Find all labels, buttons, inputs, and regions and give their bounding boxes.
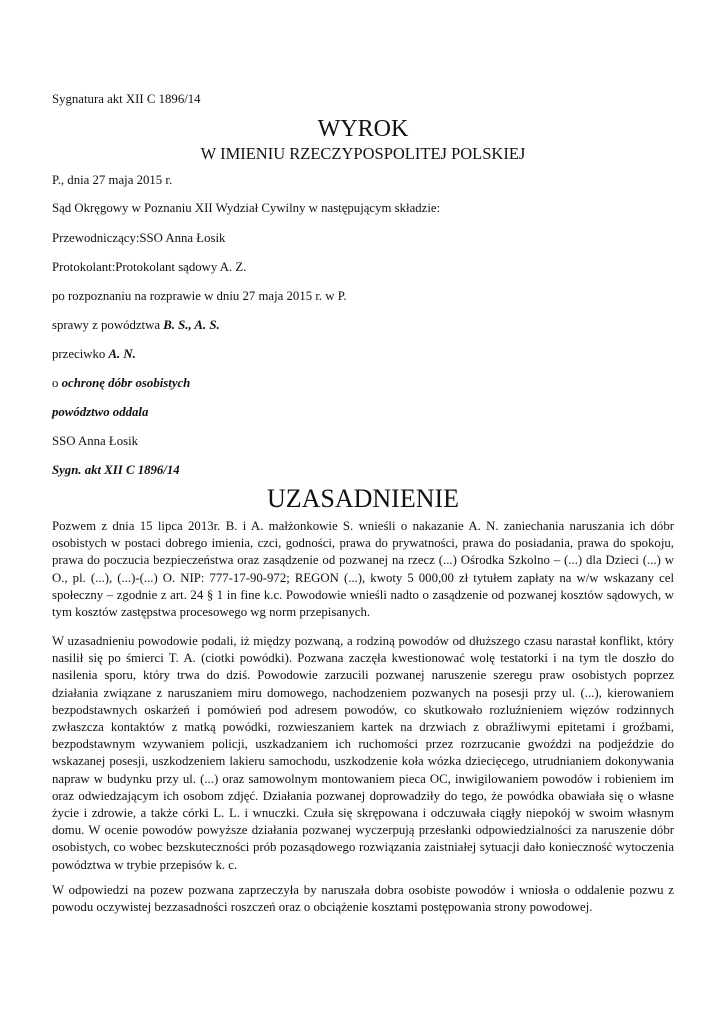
judgment-title: WYROK: [317, 116, 409, 142]
signature-line: Sygnatura akt XII C 1896/14: [52, 92, 201, 106]
chair-line: Przewodniczący:SSO Anna Łosik: [52, 231, 226, 245]
hearing-line: po rozpoznaniu na rozprawie w dniu 27 maja 2015 r. w P.: [52, 289, 347, 303]
justification-title: UZASADNIENIE: [266, 484, 460, 513]
plaintiffs-line: [52, 319, 220, 332]
subject-line: [52, 377, 190, 390]
place-date: P., dnia 27 maja 2015 r.: [52, 173, 173, 187]
paragraph-3: W odpowiedzi na pozew pozwana zaprzeczyła by naruszała dobra osobiste powodów i wniosła o oddalenie pozwu z powodu oczywistej bezzasadności roszczeń oraz o obciążenie kosztami postępowania strony powodowej.: [52, 883, 674, 915]
plaintiffs-prefix: sprawy z powództwa: [52, 318, 164, 332]
defendant-line: [52, 348, 136, 361]
judge-line: SSO Anna Łosik: [52, 434, 139, 448]
court-line: Sąd Okręgowy w Poznaniu XII Wydział Cywilny w następującym składzie:: [52, 201, 441, 215]
defendant-prefix: przeciwko: [52, 347, 109, 361]
subject-text: ochronę dóbr osobistych: [61, 376, 191, 390]
case-sign-line: Sygn. akt XII C 1896/14: [52, 463, 180, 477]
defendant-name: A. N.: [108, 347, 136, 361]
judgment-subtitle: W IMIENIU RZECZYPOSPOLITEJ POLSKIEJ: [200, 144, 526, 163]
paragraph-2: W uzasadnieniu powodowie podali, iż między pozwaną, a rodziną powodów od dłuższego czasu narastał konflikt, który nasilił się po śmierci T. A. (ciotki powódki). Pozwana zaczęła kwestionować wolę testatorki i na tym tle doszło do nasilenia sporu, który trwa do dziś. Powodowie zarzucili pozwanej naruszenie szeregu praw osobistych poprzez działania związane z naruszaniem miru domowego, nachodzeniem pozwanych na posesji przy ul. (...), kierowaniem bezpodstawnych oskarżeń i pomówień pod adresem powodów, co skutkowało rozluźnieniem więzów rodzinnych zwłaszcza kontaktów z matką powódki, rozwieszaniem kartek na drzwiach z obraźliwymi epitetami i groźbami, bezpodstawnym wzywaniem policji, uszkadzaniem ich ruchomości przez rozrzucanie gwoździ na podjeździe do wskazanej posesji, uszkodzeniem lakieru samochodu, uszkodzenie koła wózka dziecięcego, utrudnianiem dokonywania napraw w budynku przy ul. (...) oraz samowolnym montowaniem pieca OC, inwigilowaniem powodów i robieniem im oraz odwiedzającym ich osobom zdjęć. Działania pozwanej doprowadziły do tego, że powódka obawiała się o własne życie i zdrowie, a także córki L. L. i wnuczki. Czuła się skrępowana i odczuwała ciągły niepokój w swoim własnym domu. W ocenie powodów powyższe działania pozwanej wyczerpują przesłanki odpowiedzialności za naruszenie dóbr osobistych, co wobec bezskuteczności prób pozasądowego rozwiązania zaistniałej sytuacji dało konieczność wytoczenia powództwa w trybie przepisów k. c.: [52, 634, 674, 872]
subject-prefix: o: [52, 376, 62, 390]
clerk-line: Protokolant:Protokolant sądowy A. Z.: [52, 260, 247, 274]
ruling-line: powództwo oddala: [52, 405, 149, 419]
plaintiffs-names: B. S., A. S.: [163, 318, 220, 332]
paragraph-1: Pozwem z dnia 15 lipca 2013r. B. i A. małżonkowie S. wnieśli o nakazanie A. N. zaniechania naruszania ich dóbr osobistych w postaci dobrego imienia, czci, godności, prawa do prywatności, prawa do posiadania, prawa do spokoju, prawa do poczucia bezpieczeństwa oraz zasądzenie od pozwanej na rzecz (...) Ośrodka Szkolno – (...) dla Dzieci (...) w O., pl. (...), (...)-(...) O. NIP: 777-17-90-972; REGON (...), kwoty 5 000,00 zł tytułem zapłaty na w/w wskazany cel społeczny – zgodnie z art. 24 § 1 in fine k.c. Powodowie wnieśli nadto o zasądzenie od pozwanej kosztów sądowych, w tym kosztów zastępstwa procesowego wg norm przepisanych.: [52, 519, 674, 620]
